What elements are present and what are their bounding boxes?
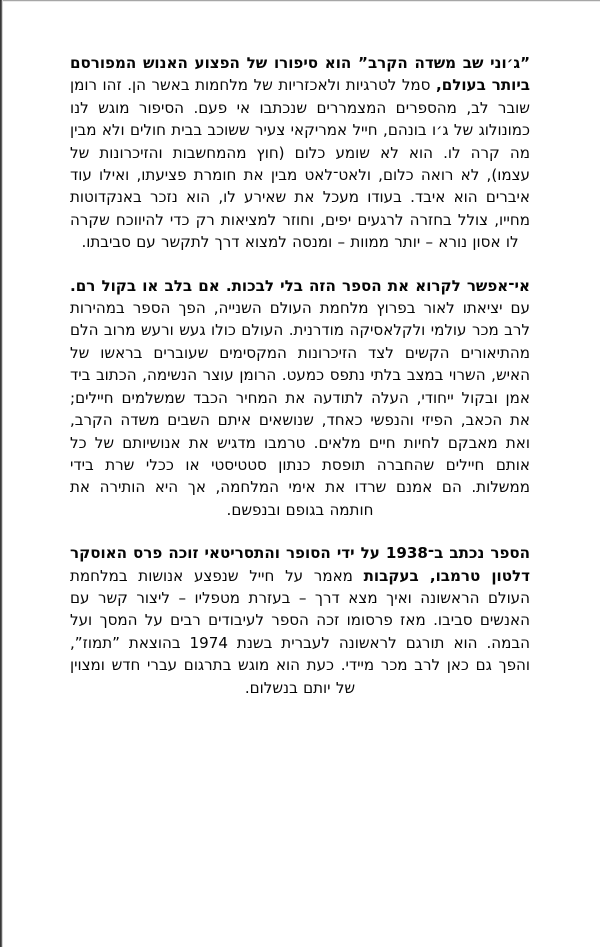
paragraph-2-body-text: עם יציאתו לאור בפרוץ מלחמת העולם השנייה, הפך הספר במהירות לרב מכר עולמי ולקלאסיקה מודרנית. העולם כולו געש ורעש מרוב הלם מהתיאורים הקשים לצד הזיכרונות המקסימים שעוברים בראשו של האיש, השרוי במצב בלתי נתפס כמעט. הרומן עוצר הנשימה, הכתוב ביד אמן ובקול ייחודי, העלה לתודעה את המחיר הכבד שמשלמים חיילים; את הכאב, הפיזי והנפשי כאחד, שנושאים איתם השבים משדה הקרב, ואת מאבקם לחיות חיים מלאים. טרמבו מדגיש את אנושיותם של כל אותם חיילים שהחברה תופסת כנתון סטטיסטי או ככלי שרת בידי ממשלות. הם אמנם שרדו את אימי המלחמה, אך היא הותירה את חותמה בגופם ובנפשם. [70,299,530,519]
blurb-paragraph-3 [70,542,530,699]
paragraph-3-lead-text: הספר נכתב ב־1938 על ידי הסופר והתסריטאי זוכה פרס האוסקר דלטון טרמבו, בעקבות [70,544,531,585]
paragraph-2-lead-text: אי־אפשר לקרוא את הספר הזה בלי לבכות. אם בלב או בקול רם. [70,276,530,295]
paragraph-1-lead-text: ”ג׳וני שב משדה הקרב” הוא סיפורו של הפצוע האנוש המפורסם ביותר בעולם, [70,54,531,95]
paragraph-1-body-text: סמל לטרגיות ולאכזריות של מלחמות באשר הן. זהו רומן שובר לב, מהספרים המצמררים שנכתבו אי פעם. הסיפור מוגש לנו כמונולוג של ג׳ו בונהם, חייל אמריקאי צעיר ששוכב בבית חולים ולא מבין מה קרה לו. הוא לא שומע כלום (חוץ מהמחשבות והזיכרונות של עצמו), לא רואה כלום, ולאט־לאט מבין את חומרת פציעתו, ואילו עוד איברים הוא איבד. בעודו מעכל את שאירע לו, הוא נזכר באנקדוטות מחייו, צולל בחזרה לרגעים יפים, וחוזר למציאות רק כדי להיווכח שקרה לו אסון נורא – יותר ממוות – ומנסה למצוא דרך לתקשר עם סביבתו. [70,76,530,252]
blurb-paragraph-1 [70,52,530,254]
blurb-paragraph-2 [70,275,530,521]
paragraph-3-body-text: מאמר על חייל שנפצע אנושות במלחמת העולם הראשונה ואיך מצא דרך – בעזרת מטפליו – ליצור קשר עם האנשים סביבו. מאז פרסומו זכה הספר לעיבודים רבים על המסך ועל הבמה. הוא תורגם לראשונה לעברית בשנת 1974 בהוצאת ”תמוז”, והפך גם כאן לרב מכר מיידי. כעת הוא מוגש בתרגום עברי חדש ומצוין של יותם בנשלום. [70,566,530,697]
